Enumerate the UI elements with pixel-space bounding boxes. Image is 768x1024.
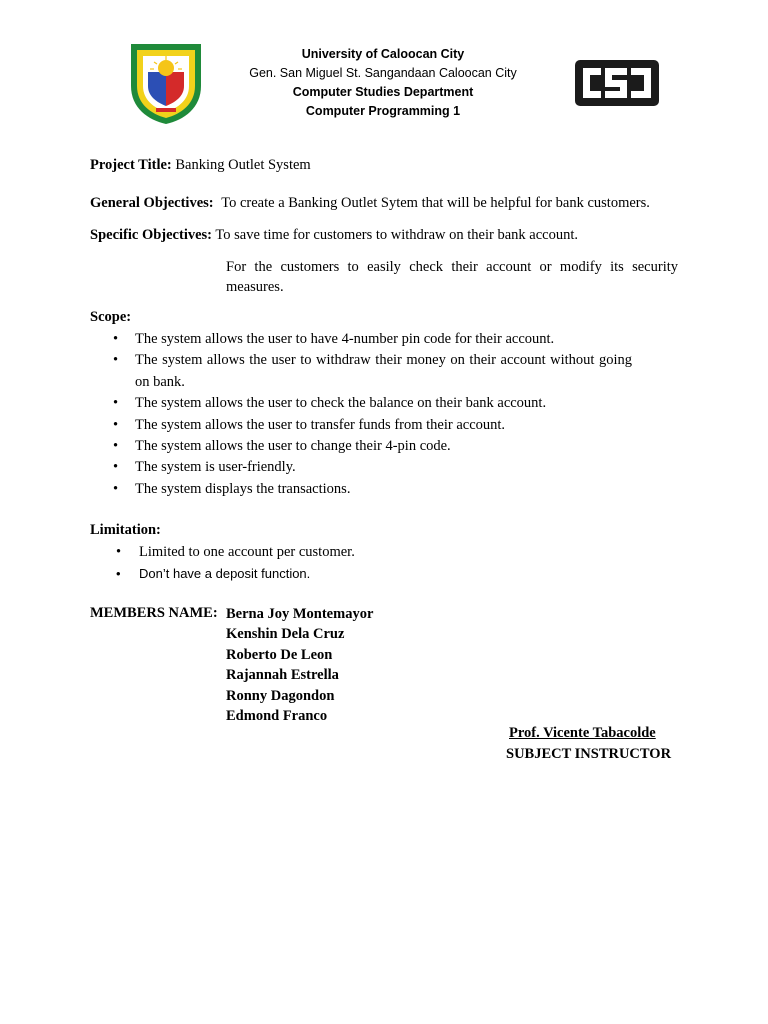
list-item: • Limited to one account per customer. xyxy=(90,541,636,563)
course-name: Computer Programming 1 xyxy=(305,104,461,118)
member-name: Rajannah Estrella xyxy=(226,667,339,684)
member-name: Berna Joy Montemayor xyxy=(226,606,374,622)
specific-objectives-line xyxy=(90,227,578,244)
member-name: Ronny Dagondon xyxy=(226,687,335,704)
list-item: • The system is user-friendly. xyxy=(90,457,632,478)
list-item: • The system allows the user to change their 4-pin code. xyxy=(90,436,632,457)
member-name: Edmond Franco xyxy=(226,708,328,725)
document-header xyxy=(200,45,566,121)
limitation-list xyxy=(90,541,636,585)
specific-objectives-value-2: For the customers to easily check their account or modify its security measures. xyxy=(226,259,678,295)
members-label: MEMBERS NAME: xyxy=(90,605,218,621)
csd-logo xyxy=(575,60,659,106)
specific-objectives-value: To save time for customers to withdraw on their bank account. xyxy=(215,227,578,243)
instructor-title: SUBJECT INSTRUCTOR xyxy=(506,746,672,762)
general-objectives-value: To create a Banking Outlet Sytem that will be helpful for bank customers. xyxy=(221,195,650,211)
list-item: • The system allows the user to have 4-number pin code for their account. xyxy=(90,329,632,350)
member-name: Kenshin Dela Cruz xyxy=(226,626,345,643)
scope-label: Scope: xyxy=(90,309,132,325)
members-list xyxy=(226,604,373,726)
general-objectives-line xyxy=(90,195,650,212)
instructor-name: Prof. Vicente Tabacolde xyxy=(509,725,656,741)
university-name: University of Caloocan City xyxy=(301,47,465,61)
list-item: • The system allows the user to withdraw their money on their account without going on bank. xyxy=(90,350,632,393)
member-name: Roberto De Leon xyxy=(226,646,333,663)
general-objectives-label: General Objectives: xyxy=(90,195,214,211)
project-title-line xyxy=(90,157,311,174)
scope-list xyxy=(90,329,632,500)
list-item: • The system displays the transactions. xyxy=(90,479,632,500)
list-item: • The system allows the user to check the balance on their bank account. xyxy=(90,393,632,414)
department-name: Computer Studies Department xyxy=(292,85,474,99)
list-item: • The system allows the user to transfer funds from their account. xyxy=(90,415,632,436)
list-item: • Don’t have a deposit function. xyxy=(90,563,636,585)
university-seal-logo xyxy=(126,42,206,126)
limitation-label: Limitation: xyxy=(90,522,161,538)
specific-objectives-label: Specific Objectives: xyxy=(90,227,213,243)
university-address: Gen. San Miguel St. Sangandaan Caloocan City xyxy=(249,66,517,80)
project-title-label: Project Title: xyxy=(90,157,172,173)
project-title-value: Banking Outlet System xyxy=(175,157,311,173)
